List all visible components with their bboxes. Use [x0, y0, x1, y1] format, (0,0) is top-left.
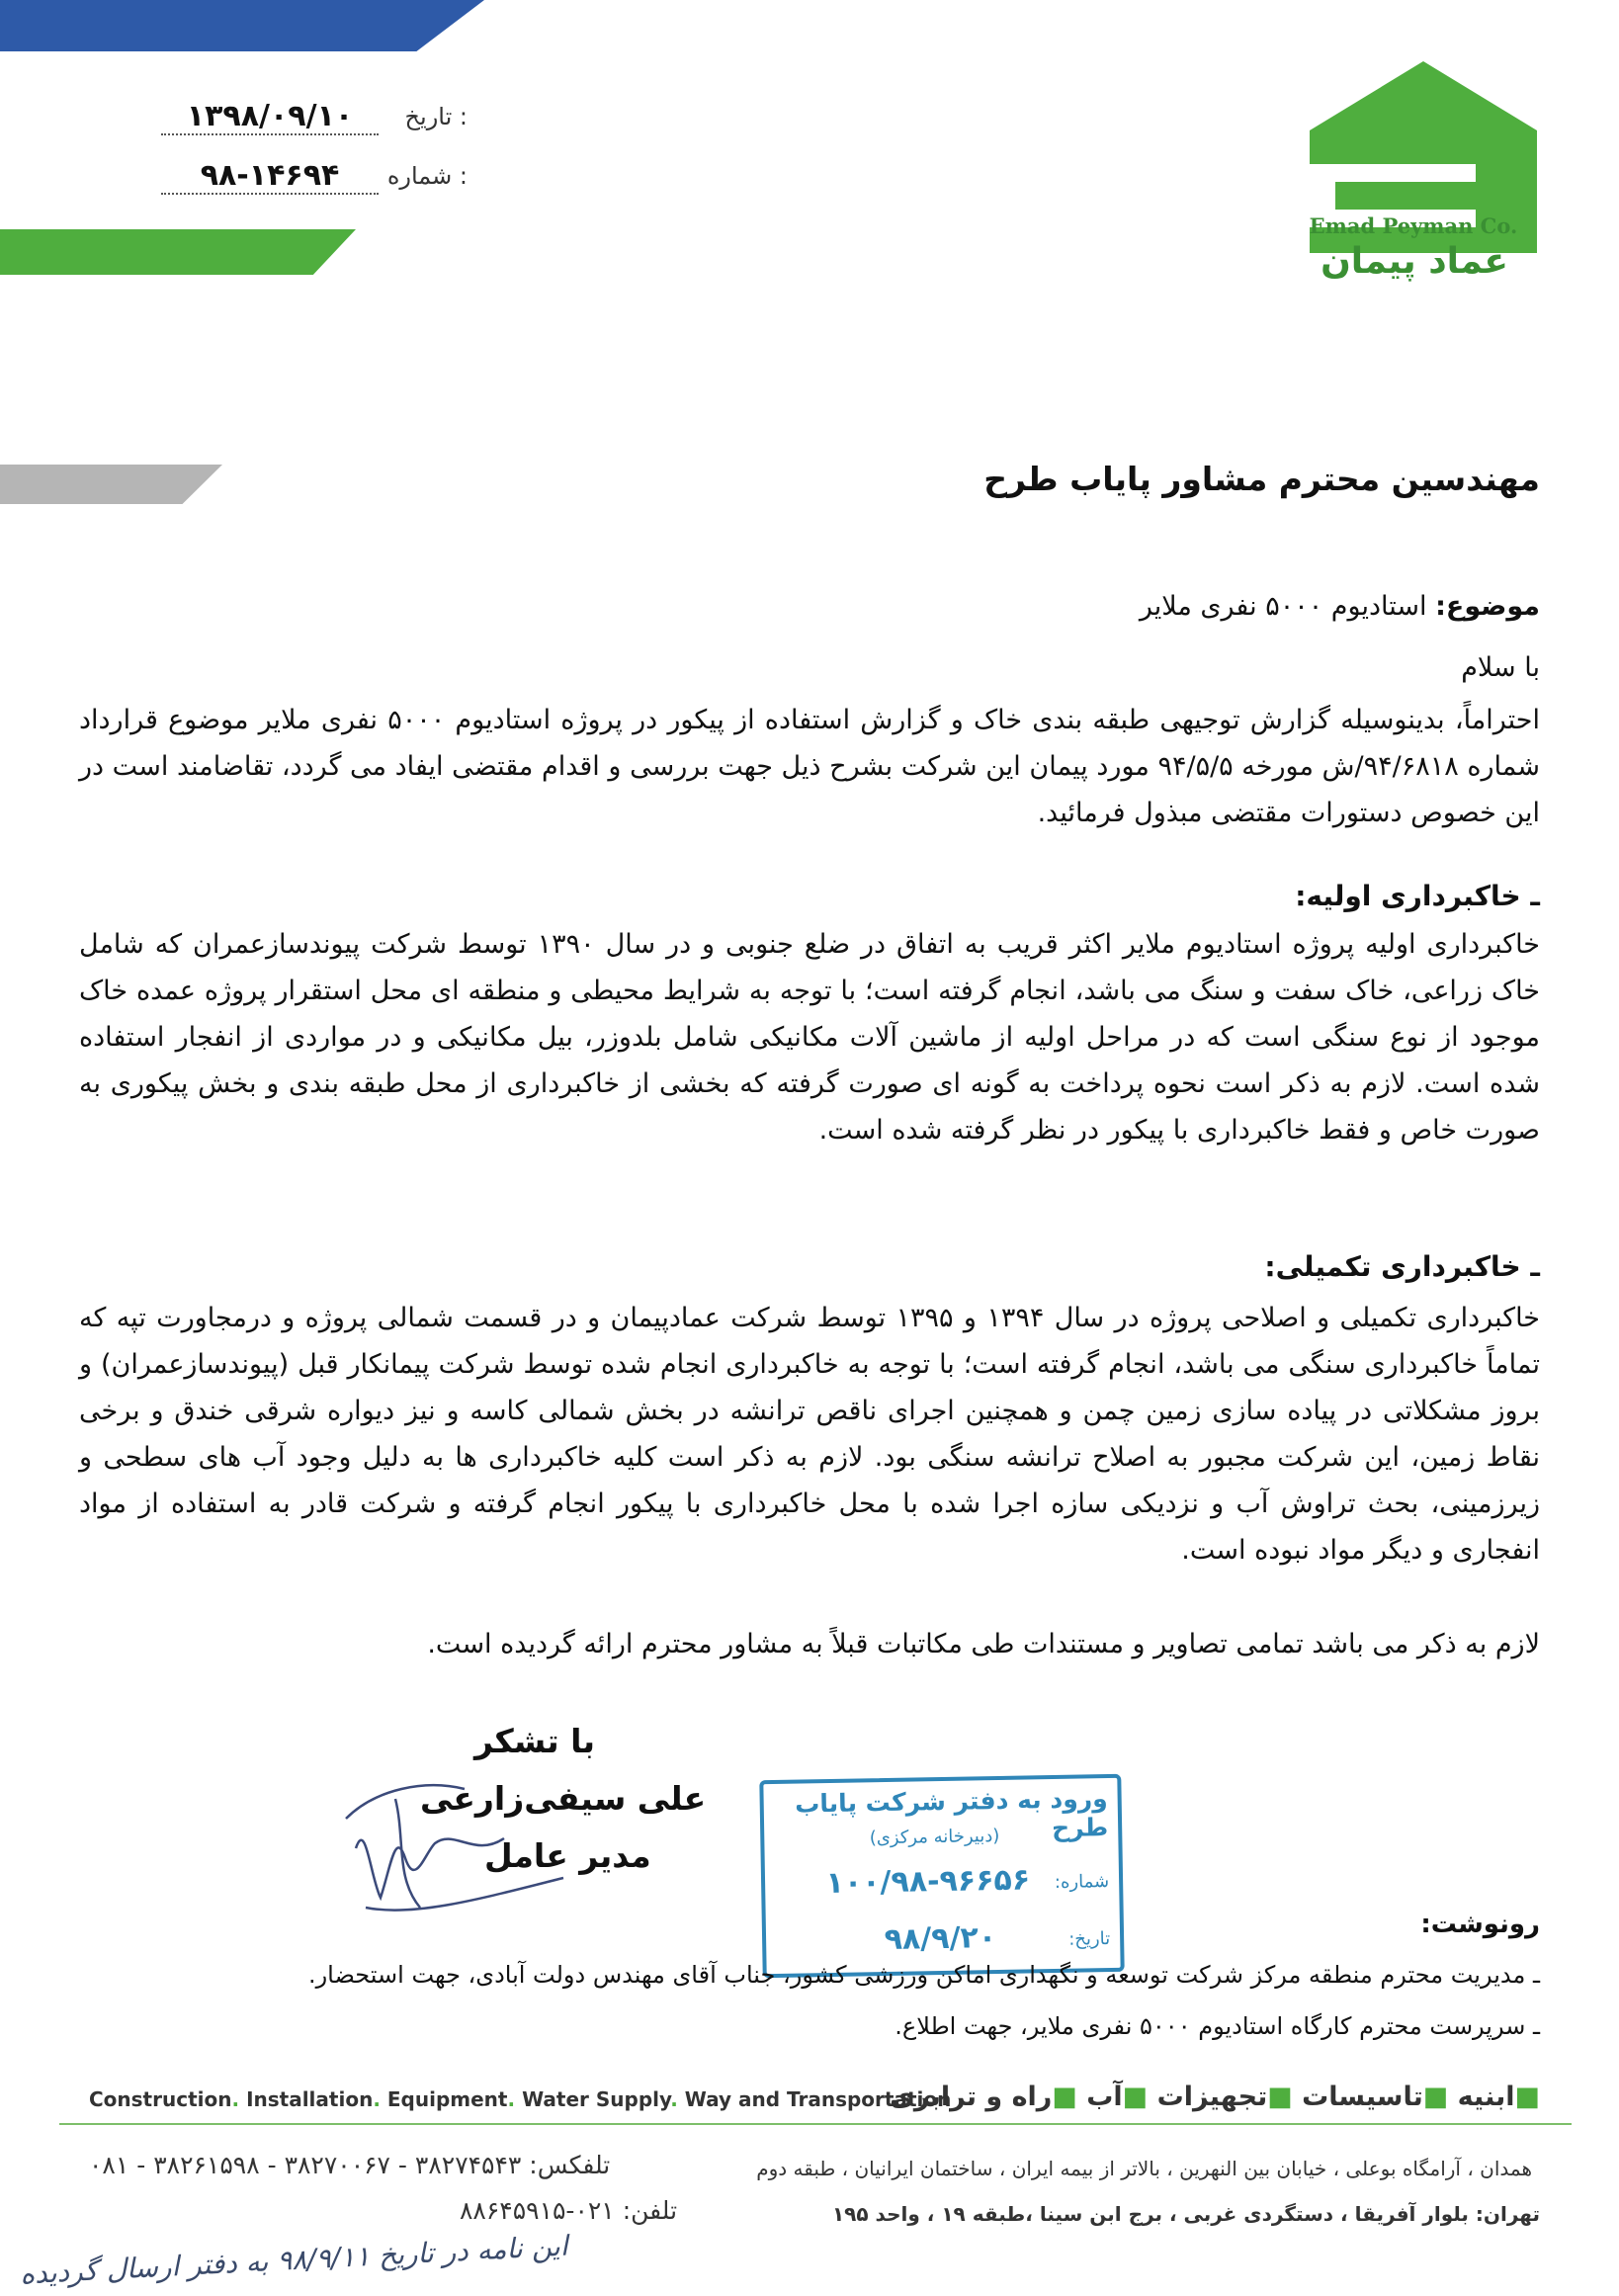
service-en-item: Equipment: [386, 2087, 508, 2111]
stamp-title: ورود به دفتر شرکت پایاب طرح: [795, 1784, 1109, 1843]
date-label: : تاریخ: [404, 103, 468, 130]
number-label: : شماره: [386, 162, 468, 190]
intro-paragraph: احتراماً، بدینوسیله گزارش توجیهی طبقه بندی خاک و گزارش استفاده از پیکور در پروژه استادیوم ۵۰۰۰ نفری ملایر موضوع قرارداد شماره ۹۴/۶۸۱۸/ش مورخه ۹۴/۵/۵ مورد پیمان این شرکت بشرح ذیل جهت بررسی و اقدام مقتضی ایفاد می گردد، تقاضامند است در این خصوص دستورات مقتضی مبذول فرمائید.: [79, 705, 1540, 828]
subject-text: استادیوم ۵۰۰۰ نفری ملایر: [1139, 591, 1427, 622]
letter-recipient-heading: مهندسین محترم مشاور پایاب طرح: [983, 460, 1540, 498]
stamp-number-label: شماره:: [1054, 1871, 1110, 1894]
tehran-phone: تلفن: ۰۲۱-۸۸۶۴۵۹۱۵: [460, 2196, 678, 2225]
service-fa-item: تاسیسات: [1302, 2082, 1423, 2112]
service-en-item: Installation: [246, 2087, 374, 2111]
tehran-address: تهران: بلوار آفریقا ، دستگردی غربی ، برج ابن سینا ،طبقه ۱۹ ، واحد ۱۹۵: [831, 2202, 1540, 2226]
decorative-green-bar: [0, 229, 356, 275]
hamedan-telfax: تلفکس: ۳۸۲۷۴۵۴۳ - ۳۸۲۷۰۰۶۷ - ۳۸۲۶۱۵۹۸ - ۰۸۱: [89, 2151, 611, 2179]
footer-divider: [59, 2123, 1572, 2125]
cc-title: رونوشت:: [1420, 1910, 1540, 1939]
cc-item: ـ مدیریت محترم منطقه مرکز شرکت توسعه و نگهداری اماکن ورزشی کشور، جناب آقای مهندس دولت آبادی، جهت استحضار.: [307, 1961, 1540, 1989]
date-row: [151, 99, 468, 138]
section1-paragraph: خاکبرداری اولیه پروژه استادیوم ملایر اکثر قریب به اتفاق در ضلع جنوبی و در سال ۱۳۹۰ توسط شرکت پیوندسازعمران که شامل خاک زراعی، خاک سفت و سنگ می باشد، انجام گرفته است؛ با توجه به شرایط محیطی و منطقه ای محل استقرار پروژه عمده خاک موجود از نوع سنگی است که در مراحل اولیه از ماشین آلات مکانیکی شامل بلدوزر، بیل مکانیکی و در مواردی از انفجار استفاده شده است. لازم به ذکر است نحوه پرداخت به گونه ای صورت گرفته که بخشی از خاکبرداری از محل طبقه بندی و بخش پیکوری به صورت خاص و فقط خاکبرداری با پیکور در نظر گرفته شده است.: [79, 929, 1540, 1146]
company-name-fa: عماد پیمان: [1321, 241, 1508, 282]
cc-item: ـ سرپرست محترم کارگاه استادیوم ۵۰۰۰ نفری ملایر، جهت اطلاع.: [895, 2012, 1540, 2040]
service-en-item: Way and Transportation: [684, 2087, 952, 2111]
closing-note: لازم به ذکر می باشد تمامی تصاویر و مستندات طی مکاتبات قبلاً به مشاور محترم ارائه گردیده است.: [427, 1629, 1540, 1659]
section2-paragraph: خاکبرداری تکمیلی و اصلاحی پروژه در سال ۱۳۹۴ و ۱۳۹۵ توسط شرکت عمادپیمان و در قسمت شمالی پروژه و درمجاورت تپه که تماماً خاکبرداری سنگی می باشد، انجام گرفته است؛ با توجه به خاکبرداری انجام شده توسط شرکت پیمانکار قبل (پیوندسازعمران) و بروز مشکلاتی در پیاده سازی زمین چمن و همچنین اجرای ناقص ترانشه در بخش شمالی کاسه و نیز دیواره شرقی خندق و برخی نقاط زمین، این شرکت مجبور به اصلاح ترانشه سنگی بود. لازم به ذکر است کلیه خاکبرداری ها به دلیل وجود آب های سطحی و زیرزمینی، بحث تراوش آب و نزدیکی سازه اجرا شده با محل خاکبرداری با پیکور انجام گرفته و شرکت قادر به استفاده از مواد انفجاری و دیگر مواد نبوده است.: [79, 1303, 1540, 1566]
number-value: ۹۸-۱۴۶۹۴: [161, 158, 379, 195]
section1-title: ـ خاکبرداری اولیه:: [1295, 880, 1540, 912]
signature-thanks: با تشکر: [474, 1722, 595, 1760]
decorative-gray-bar: [0, 465, 222, 504]
signatory-title: مدیر عامل: [484, 1836, 651, 1875]
section2-title: ـ خاکبرداری تکمیلی:: [1264, 1250, 1540, 1283]
received-stamp: [759, 1774, 1124, 1978]
subject-label: موضوع:: [1435, 591, 1540, 622]
service-fa-item: راه و ترابری: [890, 2082, 1053, 2112]
handwritten-note: این نامه در تاریخ ۹۸/۹/۱۱ به دفتر ارسال گردیده: [19, 2229, 569, 2291]
hamedan-address: همدان ، آرامگاه بوعلی ، خیابان بین النهرین ، بالاتر از بیمه ایران ، ساختمان ایرانیان ، طبقه دوم: [756, 2157, 1532, 2180]
stamp-number-value: ۱۰۰/۹۸-۹۶۶۵۶: [825, 1862, 1031, 1902]
service-fa-item: تجهیزات: [1156, 2082, 1268, 2112]
date-value: ۱۳۹۸/۰۹/۱۰: [161, 99, 379, 135]
letter-greeting: با سلام: [1461, 652, 1540, 683]
services-en: Construction. Installation. Equipment. Water Supply. Way and Transportation: [89, 2087, 952, 2111]
letter-subject: [1140, 591, 1540, 622]
service-en-item: Water Supply: [522, 2087, 671, 2111]
stamp-date-label: تاریخ:: [1068, 1928, 1111, 1950]
service-fa-item: ابنیه: [1457, 2082, 1515, 2112]
number-row: [151, 158, 468, 198]
services-fa: ■ابنیه ■تاسیسات ■تجهیزات ■آب ■راه و ترابری: [890, 2082, 1540, 2112]
signatory-name: علی سیفی‌زارعی: [420, 1779, 707, 1818]
handwritten-signature-icon: [336, 1759, 583, 1927]
stamp-date-value: ۹۸/۹/۲۰: [884, 1920, 997, 1958]
company-name-en: Emad Peyman Co.: [1309, 213, 1518, 238]
service-fa-item: آب: [1086, 2082, 1123, 2112]
service-en-item: Construction: [89, 2087, 232, 2111]
stamp-subtitle: (دبیرخانه مرکزی): [869, 1825, 1000, 1849]
decorative-blue-bar: [0, 0, 484, 51]
